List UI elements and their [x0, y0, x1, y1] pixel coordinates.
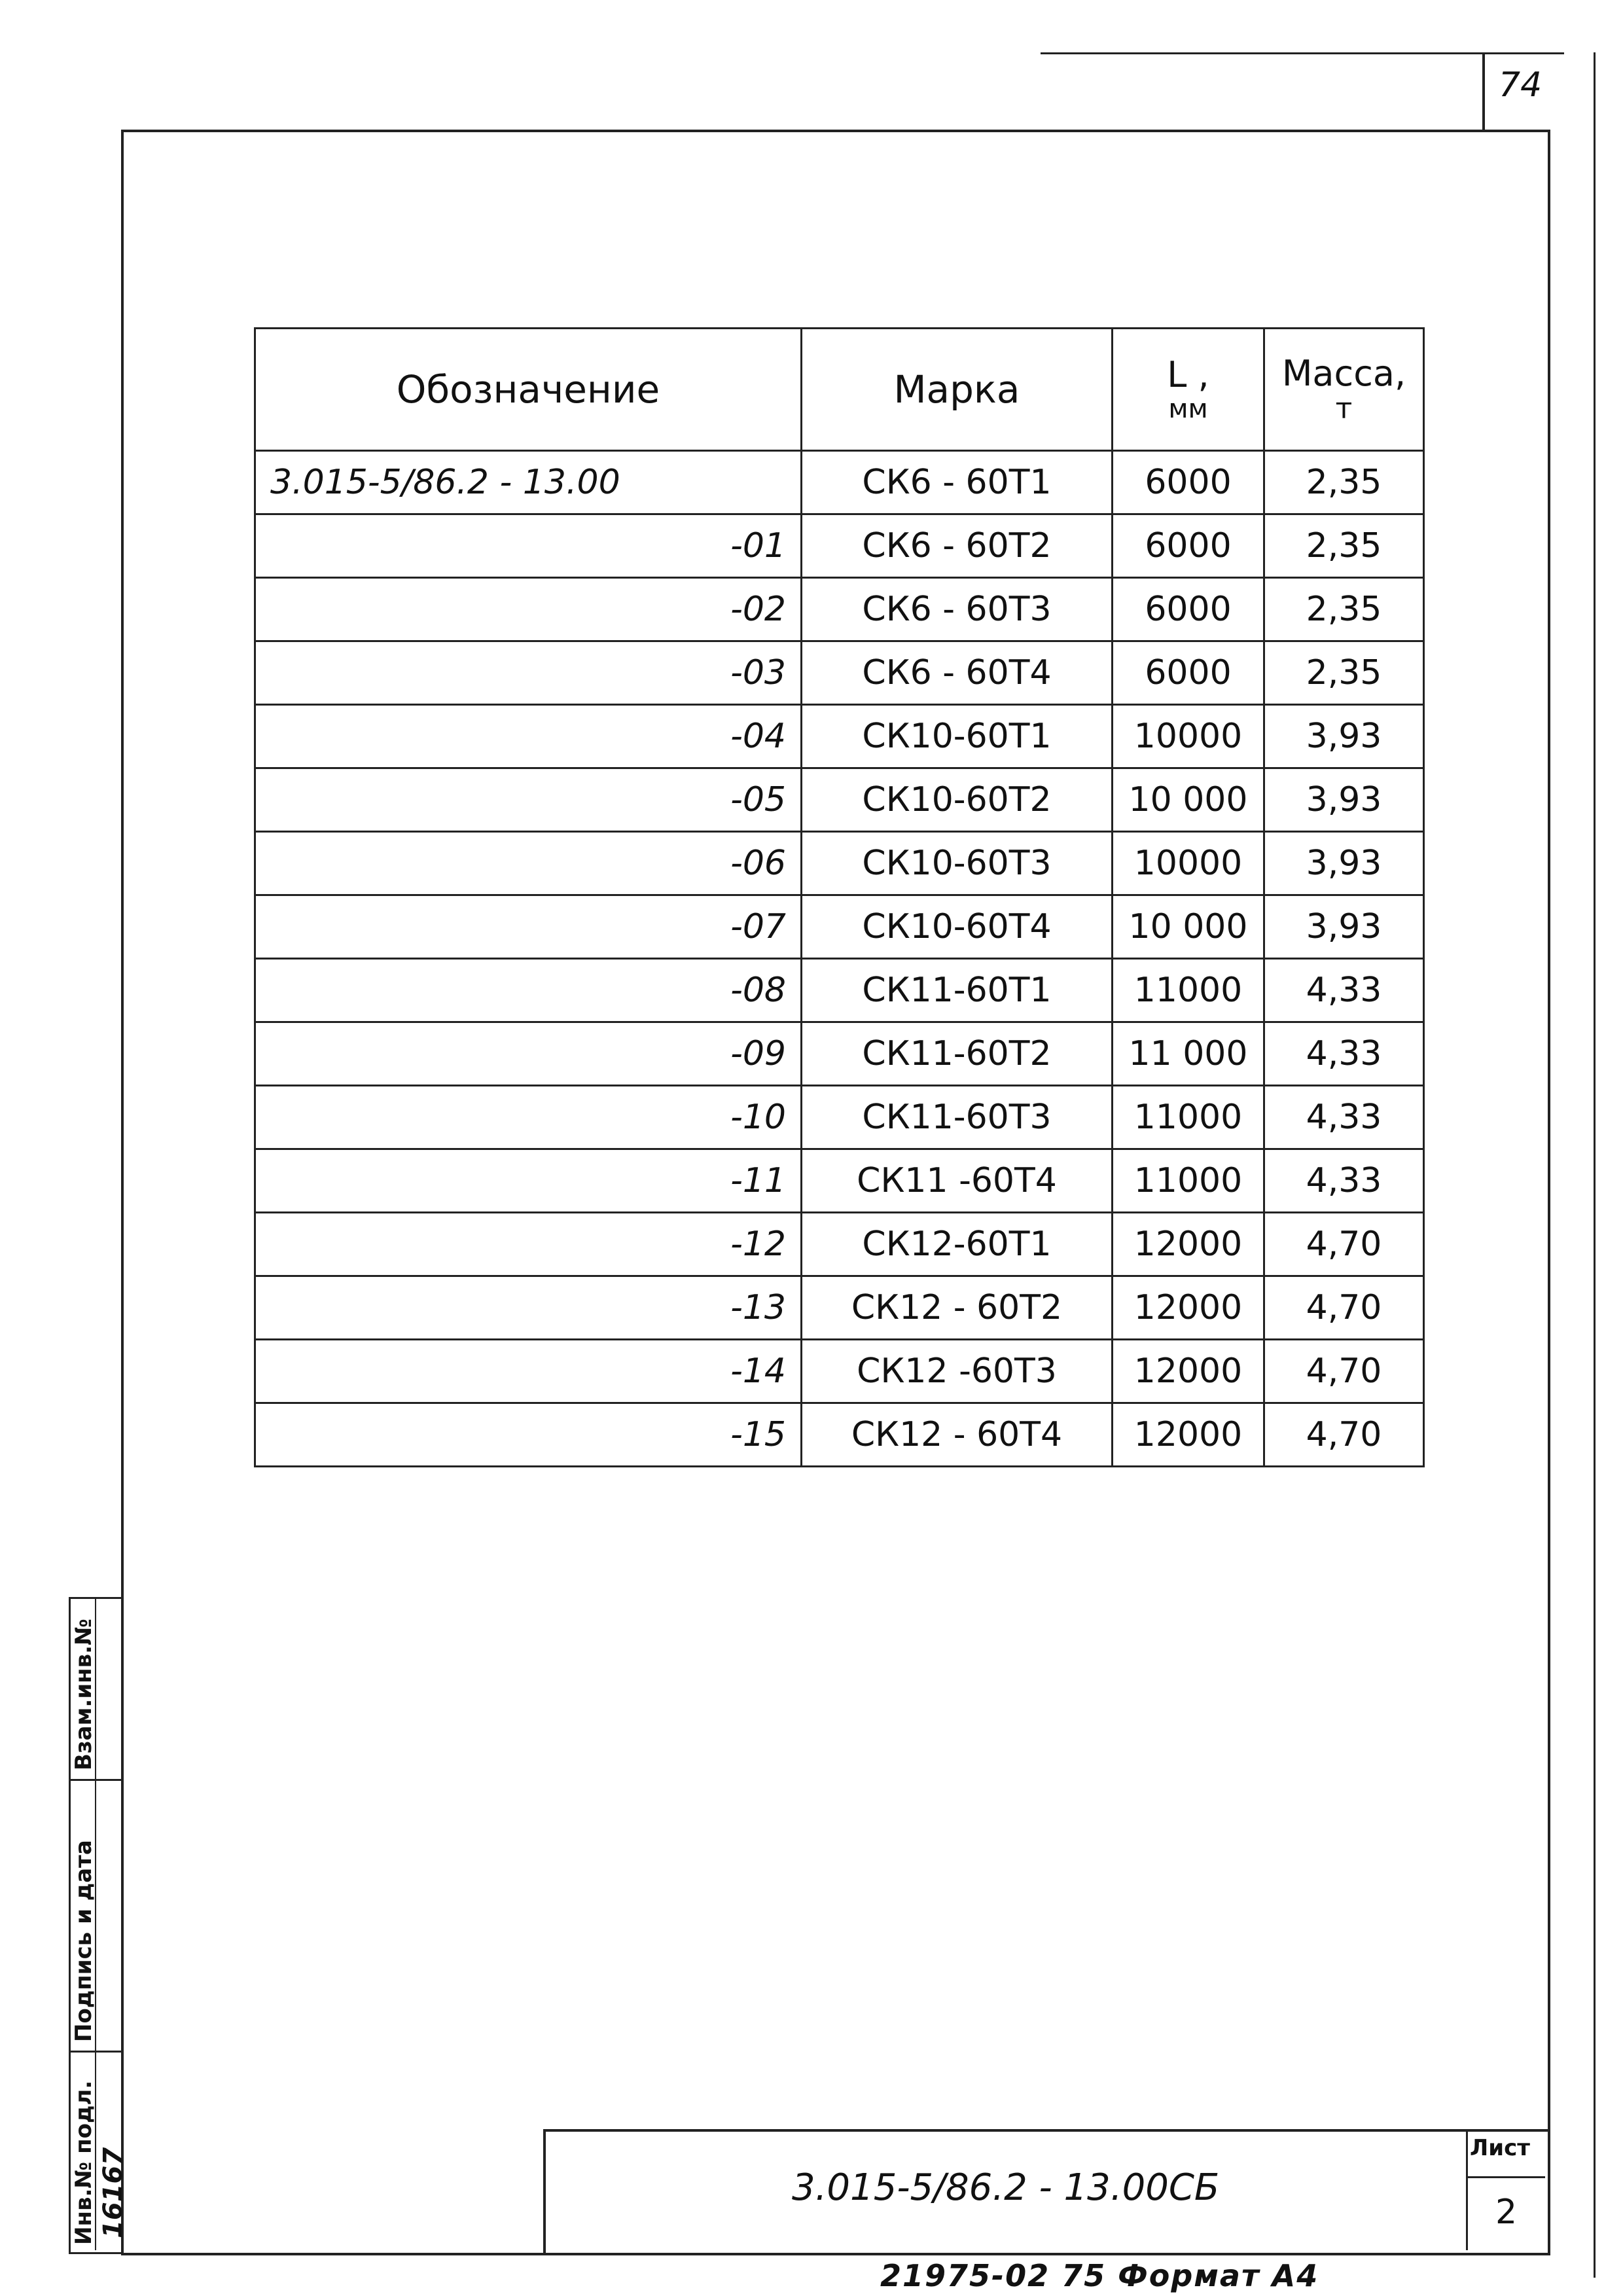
table-row [255, 832, 1424, 895]
cell-length: 11000 [1113, 1086, 1264, 1149]
cell-mark: СК11-60Т2 [802, 1022, 1113, 1086]
specification-table [254, 327, 1425, 1467]
cell-mark: СК12 - 60Т4 [802, 1403, 1113, 1467]
cell-length: 10000 [1113, 705, 1264, 768]
cell-length: 12000 [1113, 1276, 1264, 1340]
cell-mark: СК6 - 60Т4 [802, 641, 1113, 705]
cell-designation: -15 [255, 1403, 802, 1467]
header-length-label: L , [1167, 354, 1209, 396]
cell-designation: -09 [255, 1022, 802, 1086]
header-length [1113, 329, 1264, 451]
cell-length: 12000 [1113, 1403, 1264, 1467]
cell-length: 10000 [1113, 832, 1264, 895]
cell-mass: 4,33 [1264, 1086, 1424, 1149]
original-inv-value: 16167 [98, 2147, 128, 2238]
header-designation: Обозначение [255, 329, 802, 451]
signature-date-label: Подпись и дата [71, 1840, 97, 2042]
right-edge-line [1594, 52, 1596, 2278]
cell-designation: -01 [255, 514, 802, 578]
cell-mark: СК6 - 60Т2 [802, 514, 1113, 578]
cell-length: 11000 [1113, 1149, 1264, 1213]
cell-mark: СК6 - 60Т1 [802, 451, 1113, 514]
cell-mass: 4,33 [1264, 1022, 1424, 1086]
cell-mass: 4,70 [1264, 1340, 1424, 1403]
cell-length: 11 000 [1113, 1022, 1264, 1086]
cell-mark: СК10-60Т1 [802, 705, 1113, 768]
cell-designation: -02 [255, 578, 802, 641]
side-stamp-rule-1 [69, 1779, 121, 1781]
sheet-box-divider [1466, 2176, 1545, 2178]
table-header-row [255, 329, 1424, 451]
cell-mark: СК10-60Т4 [802, 895, 1113, 959]
cell-mass: 2,35 [1264, 641, 1424, 705]
cell-mark: СК10-60Т2 [802, 768, 1113, 832]
cell-mark: СК11-60Т3 [802, 1086, 1113, 1149]
table-row [255, 1149, 1424, 1213]
cell-mass: 3,93 [1264, 768, 1424, 832]
cell-mass: 3,93 [1264, 832, 1424, 895]
sheet-label: Лист [1470, 2135, 1530, 2161]
cell-mark: СК11 -60Т4 [802, 1149, 1113, 1213]
table-row [255, 578, 1424, 641]
cell-designation: -05 [255, 768, 802, 832]
cell-designation: -03 [255, 641, 802, 705]
cell-length: 6000 [1113, 641, 1264, 705]
cell-mark: СК10-60Т3 [802, 832, 1113, 895]
table-row [255, 1086, 1424, 1149]
cell-length: 6000 [1113, 451, 1264, 514]
table-row [255, 959, 1424, 1022]
cell-mark: СК6 - 60Т3 [802, 578, 1113, 641]
cell-mark: СК12-60Т1 [802, 1213, 1113, 1276]
cell-designation: -11 [255, 1149, 802, 1213]
cell-length: 12000 [1113, 1340, 1264, 1403]
cell-mass: 2,35 [1264, 514, 1424, 578]
cell-designation: -04 [255, 705, 802, 768]
cell-length: 10 000 [1113, 768, 1264, 832]
cell-mass: 4,33 [1264, 1149, 1424, 1213]
cell-length: 12000 [1113, 1213, 1264, 1276]
table-row [255, 1403, 1424, 1467]
original-inv-label: Инв.№ подл. [71, 2080, 97, 2245]
table-row [255, 768, 1424, 832]
page-number: 74 [1499, 65, 1543, 105]
cell-designation: -14 [255, 1340, 802, 1403]
header-mass [1264, 329, 1424, 451]
header-length-unit: мм [1168, 393, 1208, 424]
cell-mass: 4,70 [1264, 1403, 1424, 1467]
table-row [255, 1340, 1424, 1403]
document-code: 3.015-5/86.2 - 13.00СБ [792, 2166, 1220, 2209]
cell-mass: 2,35 [1264, 451, 1424, 514]
table-row [255, 895, 1424, 959]
table-row [255, 451, 1424, 514]
cell-designation: -06 [255, 832, 802, 895]
cell-mass: 3,93 [1264, 895, 1424, 959]
cell-mass: 2,35 [1264, 578, 1424, 641]
cell-designation: 3.015-5/86.2 - 13.00 [255, 451, 802, 514]
cell-mass: 4,70 [1264, 1276, 1424, 1340]
format-footer: 21975-02 75 Формат А4 [880, 2258, 1319, 2293]
cell-mass: 4,70 [1264, 1213, 1424, 1276]
cell-mass: 4,33 [1264, 959, 1424, 1022]
table-row [255, 1022, 1424, 1086]
cell-mark: СК12 - 60Т2 [802, 1276, 1113, 1340]
table-row [255, 641, 1424, 705]
cell-mass: 3,93 [1264, 705, 1424, 768]
cell-designation: -10 [255, 1086, 802, 1149]
table-row [255, 705, 1424, 768]
cell-length: 10 000 [1113, 895, 1264, 959]
cell-designation: -07 [255, 895, 802, 959]
header-mass-label: Масса, [1281, 353, 1406, 395]
cell-designation: -12 [255, 1213, 802, 1276]
sheet-value: 2 [1495, 2193, 1518, 2232]
cell-designation: -08 [255, 959, 802, 1022]
cell-length: 11000 [1113, 959, 1264, 1022]
cell-designation: -13 [255, 1276, 802, 1340]
side-stamp-rule-2 [69, 2051, 121, 2053]
header-mass-unit: т [1335, 391, 1353, 425]
cell-length: 6000 [1113, 578, 1264, 641]
table-body [255, 451, 1424, 1467]
cell-mark: СК12 -60Т3 [802, 1340, 1113, 1403]
table-row [255, 1213, 1424, 1276]
table-row [255, 514, 1424, 578]
header-mark: Марка [802, 329, 1113, 451]
replaced-inv-label: Взам.инв.№ [71, 1619, 97, 1770]
table-row [255, 1276, 1424, 1340]
cell-mark: СК11-60Т1 [802, 959, 1113, 1022]
cell-length: 6000 [1113, 514, 1264, 578]
